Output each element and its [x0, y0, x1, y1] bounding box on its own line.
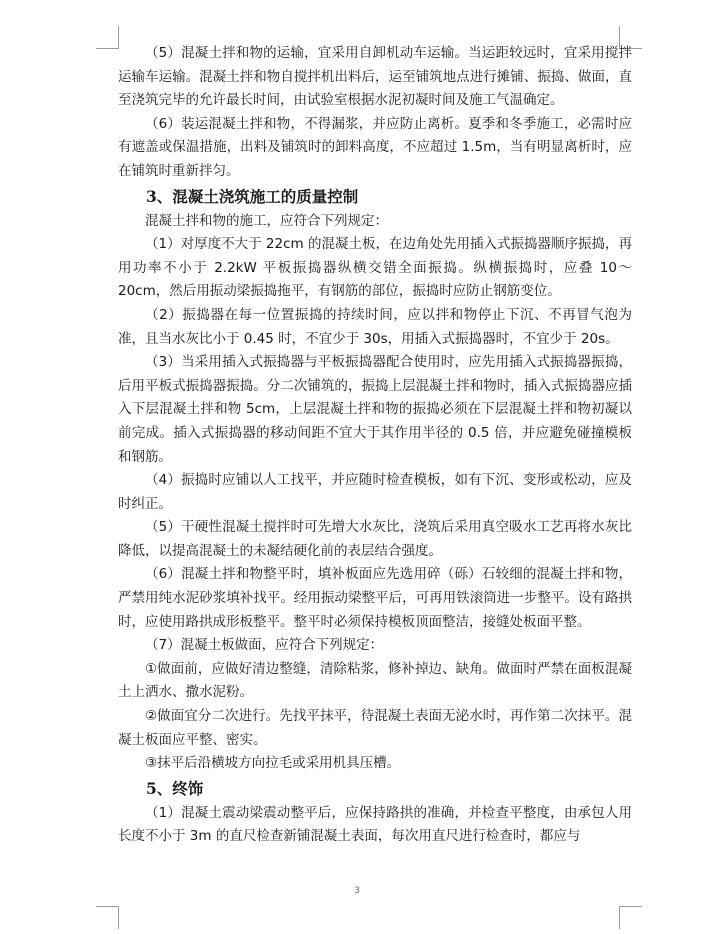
section-heading: 3、混凝土浇筑施工的质量控制 [146, 186, 359, 206]
crop-mark-bottom-right [619, 906, 642, 929]
paragraph: （5）混凝土拌和物的运输，宜采用自卸机动车运输。当运距较远时，宜采用搅拌运输车运输。混凝土拌和物自搅拌机出料后，运至铺筑地点进行摊铺、振捣、做面，直至浇筑完毕的允许最长时间，由试验室根据水泥初凝时间及施工气温确定。 [118, 45, 632, 109]
paragraph: （6）装运混凝土拌和物，不得漏浆，并应防止离析。夏季和冬季施工，必需时应有遮盖或保温措施，出料及铺筑时的卸料高度，不应超过 1.5m，当有明显离析时，应在铺筑时重新拌匀。 [118, 115, 632, 179]
section-heading: 5、终饰 [146, 778, 204, 798]
paragraph: （5）干硬性混凝土搅拌时可先增大水灰比，浇筑后采用真空吸水工艺再将水灰比降低，以提高混凝土的未凝结硬化前的表层结合强度。 [118, 519, 632, 559]
paragraph: （7）混凝土板做面，应符合下列规定： [145, 637, 384, 654]
page-number: 3 [354, 886, 360, 896]
paragraph: （1）对厚度不大于 22cm 的混凝土板，在边角处先用插入式振捣器顺序振捣，再用功率不小于 2.2kW 平板振捣器纵横交错全面振捣。纵横振捣时，应叠 10～20cm，然后用振动梁振捣拖平，有钢筋的部位，振捣时应防止钢筋变位。 [118, 236, 632, 300]
crop-mark-bottom-left [96, 906, 119, 929]
crop-mark-top-left [96, 26, 119, 49]
paragraph: ①做面前，应做好清边整缝，清除粘浆，修补掉边、缺角。做面时严禁在面板混凝土上洒水、撒水泥粉。 [118, 660, 632, 701]
paragraph: ③抹平后沿横坡方向拉毛或采用机具压槽。 [145, 755, 401, 772]
paragraph: 混凝土拌和物的施工，应符合下列规定： [145, 212, 388, 229]
paragraph: （6）混凝土拌和物整平时，填补板面应先选用碎（砾）石较细的混凝土拌和物，严禁用纯水泥砂浆填补找平。经用振动梁整平后，可再用铁滚筒进一步整平。设有路拱时，应使用路拱成形板整平。整平时必须保持模板顶面整洁，接缝处板面平整。 [118, 566, 632, 630]
paragraph: （3）当采用插入式振捣器与平板振捣器配合使用时，应先用插入式振捣器振捣，后用平板式振捣器振捣。分二次铺筑的，振捣上层混凝土拌和物时，插入式振捣器应插入下层混凝土拌和物 5cm，上层混凝土拌和物的振捣必须在下层混凝土拌和物初凝以前完成。插入式振捣器的移动间距不宜大于其作用半径的 0.5 倍，并应避免碰撞模板和钢筋。 [118, 354, 632, 465]
paragraph: ②做面宜分二次进行。先找平抹平，待混凝土表面无泌水时，再作第二次抹平。混凝土板面应平整、密实。 [118, 708, 632, 748]
paragraph: （2）振捣器在每一位置振捣的持续时间，应以拌和物停止下沉、不再冒气泡为准，且当水灰比小于 0.45 时，不宜少于 30s，用插入式振捣器时，不宜少于 20s。 [118, 306, 632, 347]
paragraph: （1）混凝土震动梁震动整平后，应保持路拱的准确，并检查平整度，由承包人用长度不小于 3m 的直尺检查新铺混凝土表面，每次用直尺进行检查时，都应与 [118, 804, 632, 845]
page-content [118, 42, 632, 849]
paragraph: （4）振捣时应铺以人工找平，并应随时检查模板，如有下沉、变形或松动，应及时纠正。 [118, 472, 632, 512]
